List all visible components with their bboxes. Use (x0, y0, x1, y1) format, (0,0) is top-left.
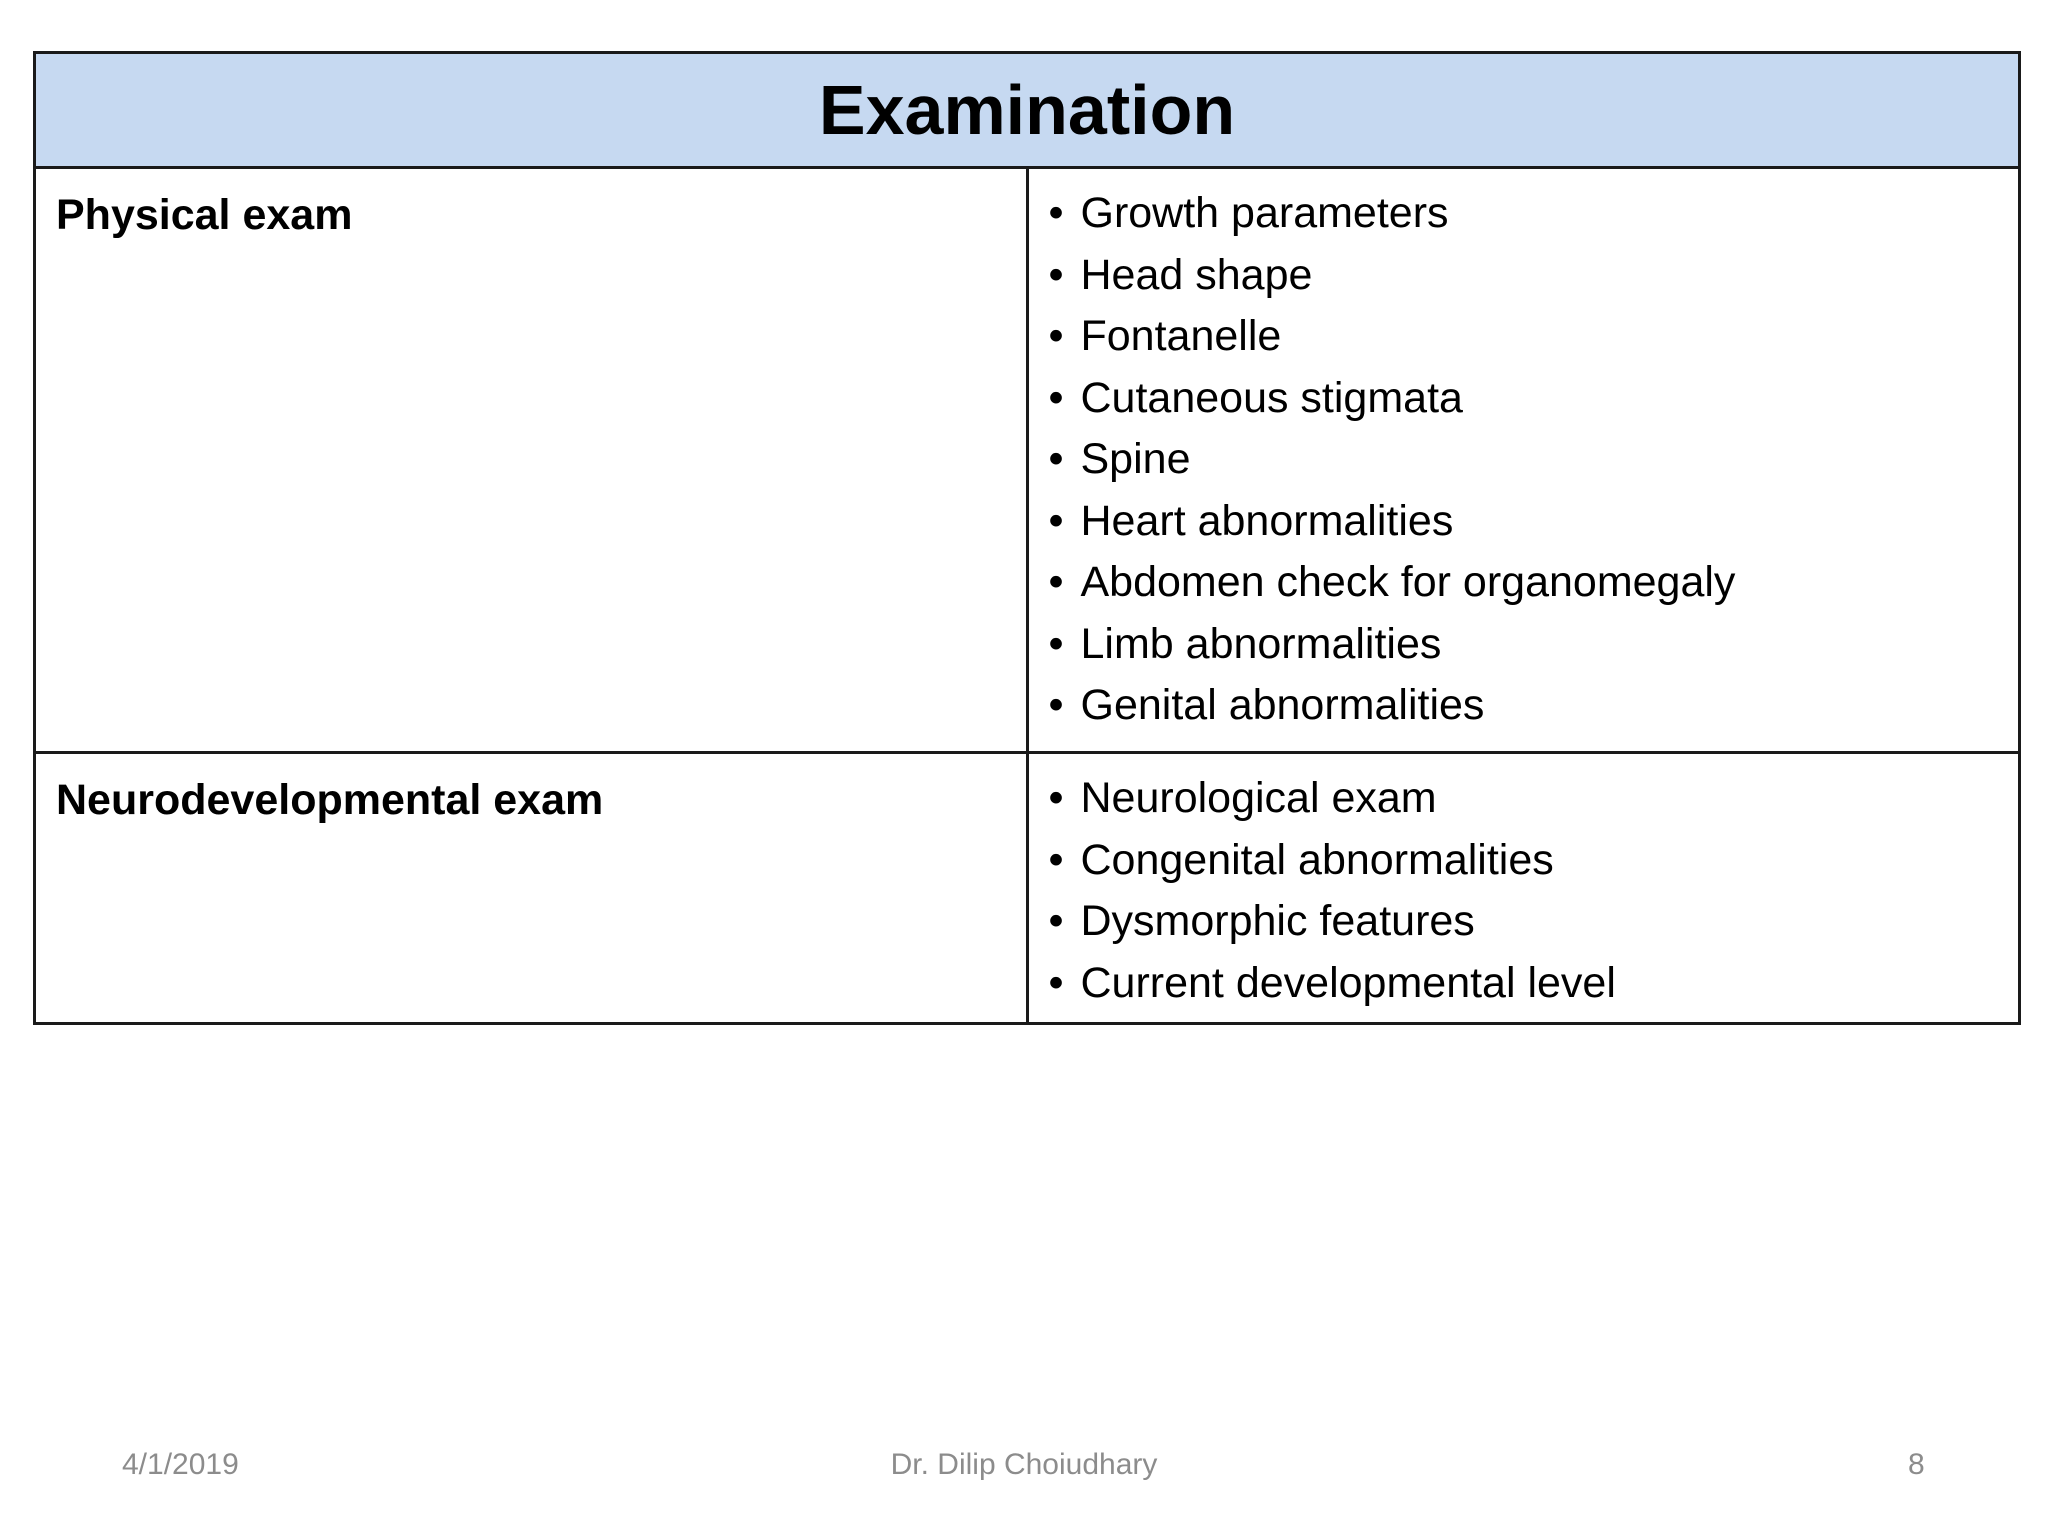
footer-date: 4/1/2019 (122, 1448, 239, 1481)
list-item: • Dysmorphic features (1049, 891, 1999, 953)
bullet-icon: • (1048, 897, 1064, 945)
list-item: • Limb abnormalities (1049, 614, 1999, 676)
neurodevelopmental-exam-list-cell (1027, 753, 2020, 1024)
bullet-icon: • (1048, 496, 1064, 545)
list-item: • Neurological exam (1049, 768, 1999, 830)
bullet-icon: • (1048, 373, 1064, 422)
footer-author: Dr. Dilip Choiudhary (890, 1448, 1158, 1481)
list-item: • Head shape (1049, 245, 1999, 307)
list-item: • Growth parameters (1049, 183, 1999, 245)
bullet-icon: • (1048, 189, 1064, 237)
row-label-neurodevelopmental-exam: Neurodevelopmental exam (35, 753, 1028, 1024)
list-item: • Heart abnormalities (1049, 491, 1999, 553)
list-item: • Spine (1049, 429, 1999, 491)
list-item: • Fontanelle (1049, 306, 1999, 368)
bullet-icon: • (1048, 835, 1064, 884)
table-header-row (35, 53, 2020, 168)
table-title: Examination (35, 53, 2020, 168)
list-item: • Current developmental level (1049, 953, 1999, 1015)
physical-exam-list-cell (1027, 168, 2020, 753)
footer-page-number: 8 (1908, 1448, 1925, 1481)
list-item: • Cutaneous stigmata (1049, 368, 1999, 430)
table-row (35, 168, 2020, 753)
list-item: • Genital abnormalities (1049, 675, 1999, 737)
bullet-icon: • (1048, 435, 1064, 483)
bullet-icon: • (1048, 958, 1064, 1007)
neurodevelopmental-exam-list (1049, 768, 1999, 1014)
bullet-icon: • (1048, 558, 1064, 606)
examination-table (33, 51, 2021, 1025)
row-label-physical-exam: Physical exam (35, 168, 1028, 753)
table-row (35, 753, 2020, 1024)
bullet-icon: • (1048, 619, 1064, 668)
bullet-icon: • (1048, 774, 1064, 822)
physical-exam-list (1049, 183, 1999, 737)
bullet-icon: • (1048, 681, 1064, 729)
bullet-icon: • (1048, 250, 1064, 299)
list-item: • Abdomen check for organomegaly (1049, 552, 1999, 614)
list-item: • Congenital abnormalities (1049, 830, 1999, 892)
bullet-icon: • (1048, 312, 1064, 360)
